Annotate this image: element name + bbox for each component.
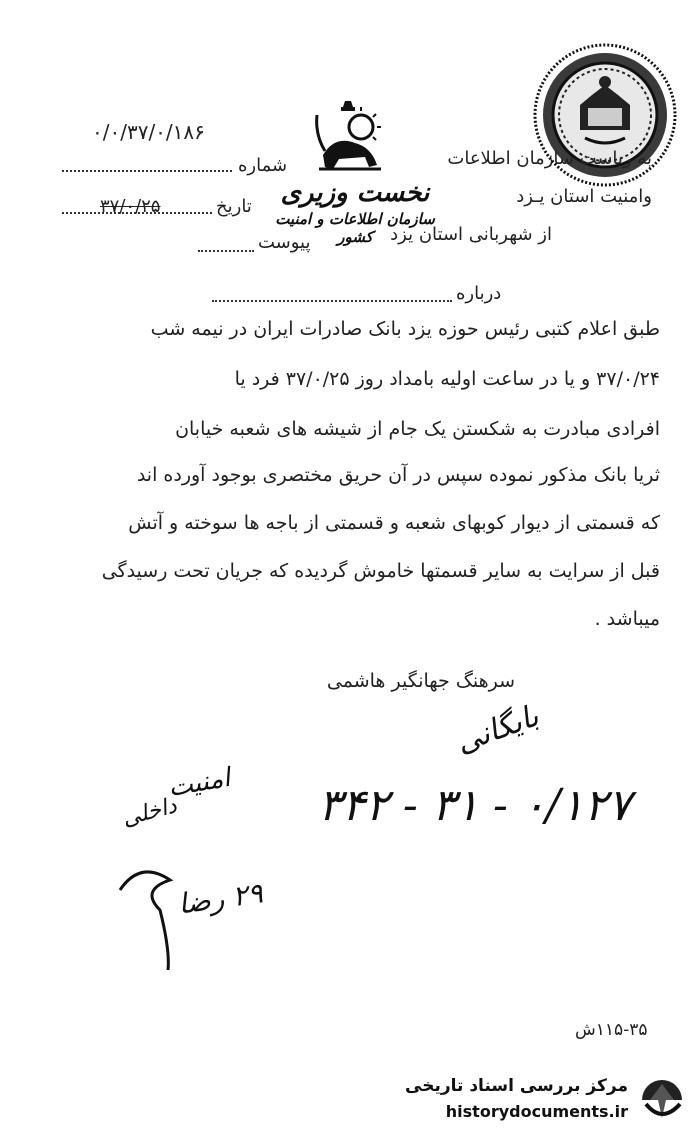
letter-number-value: ۰/۰/۳۷/۰/۱۸۶ [92,120,205,144]
body-line-2: ۳۷/۰/۲۴ و یا در ساعت اولیه بامداد روز ۳۷/۰/۲۵ فرد یا [234,368,660,390]
body-line-1: طبق اعلام کتبی رئیس حوزه یزد بانک صادرات ایران در نیمه شب [150,318,660,340]
letter-date-label: تاریخ [216,196,252,217]
archive-logo-icon [636,1074,688,1126]
handwritten-note-internal: داخلی [119,793,180,832]
body-line-5: که قسمتی از دیوار کوبهای شعبه و قسمتی از باجه ها سوخته و آتش [128,512,660,534]
handwritten-reference-number: ۳۴۲ - ۳۱ - ۰/۱۲۷ [318,780,632,831]
body-line-7: میباشد . [594,608,660,630]
letter-number-label: شماره [238,155,288,176]
number-dotted-line [62,170,232,172]
document-code: ۱۱۵-۳۵ش [575,1020,648,1040]
regarding-dotted-line [212,300,452,302]
archive-center-name: مرکز بررسی اسناد تاریخی [405,1076,628,1096]
letterhead-subtitle: سازمان اطلاعات و امنیت کشور [275,210,435,246]
archive-website: historydocuments.ir [445,1102,628,1121]
handwritten-archive-note: بایگانی [451,698,544,761]
body-line-4: ثریا بانک مذکور نموده سپس در آن حریق مختصری بوجود آورده اند [136,464,660,486]
recipient-line-3: از شهربانی استان یزد [390,224,552,245]
recipient-line-1: به ریاست سازمان اطلاعات [447,148,652,169]
letter-attachment-label: پیوست [258,232,311,253]
body-line-3: افرادی مبادرت به شکستن یک جام از شیشه های شعبه خیابان [175,418,660,440]
handwritten-note-security: امنیت [165,762,233,804]
handwritten-note-initials: ۲۹ رضا [176,876,265,921]
signatory-name: سرهنگ جهانگیر هاشمی [326,670,515,692]
letterhead-title: نخست وزیری [280,178,430,208]
letter-regarding-label: درباره [456,283,502,304]
lion-and-sun-emblem [305,95,395,185]
letter-date-value: ۳۷/۰/۲۵ [100,196,161,217]
attachment-dotted-line [198,250,254,252]
body-line-6: قبل از سرایت به سایر قسمتها خاموش گردیده که جریان تحت رسیدگی [101,560,660,582]
recipient-line-2: وامنیت استان یـزد [516,186,652,207]
handwritten-signature-stroke [110,850,230,980]
